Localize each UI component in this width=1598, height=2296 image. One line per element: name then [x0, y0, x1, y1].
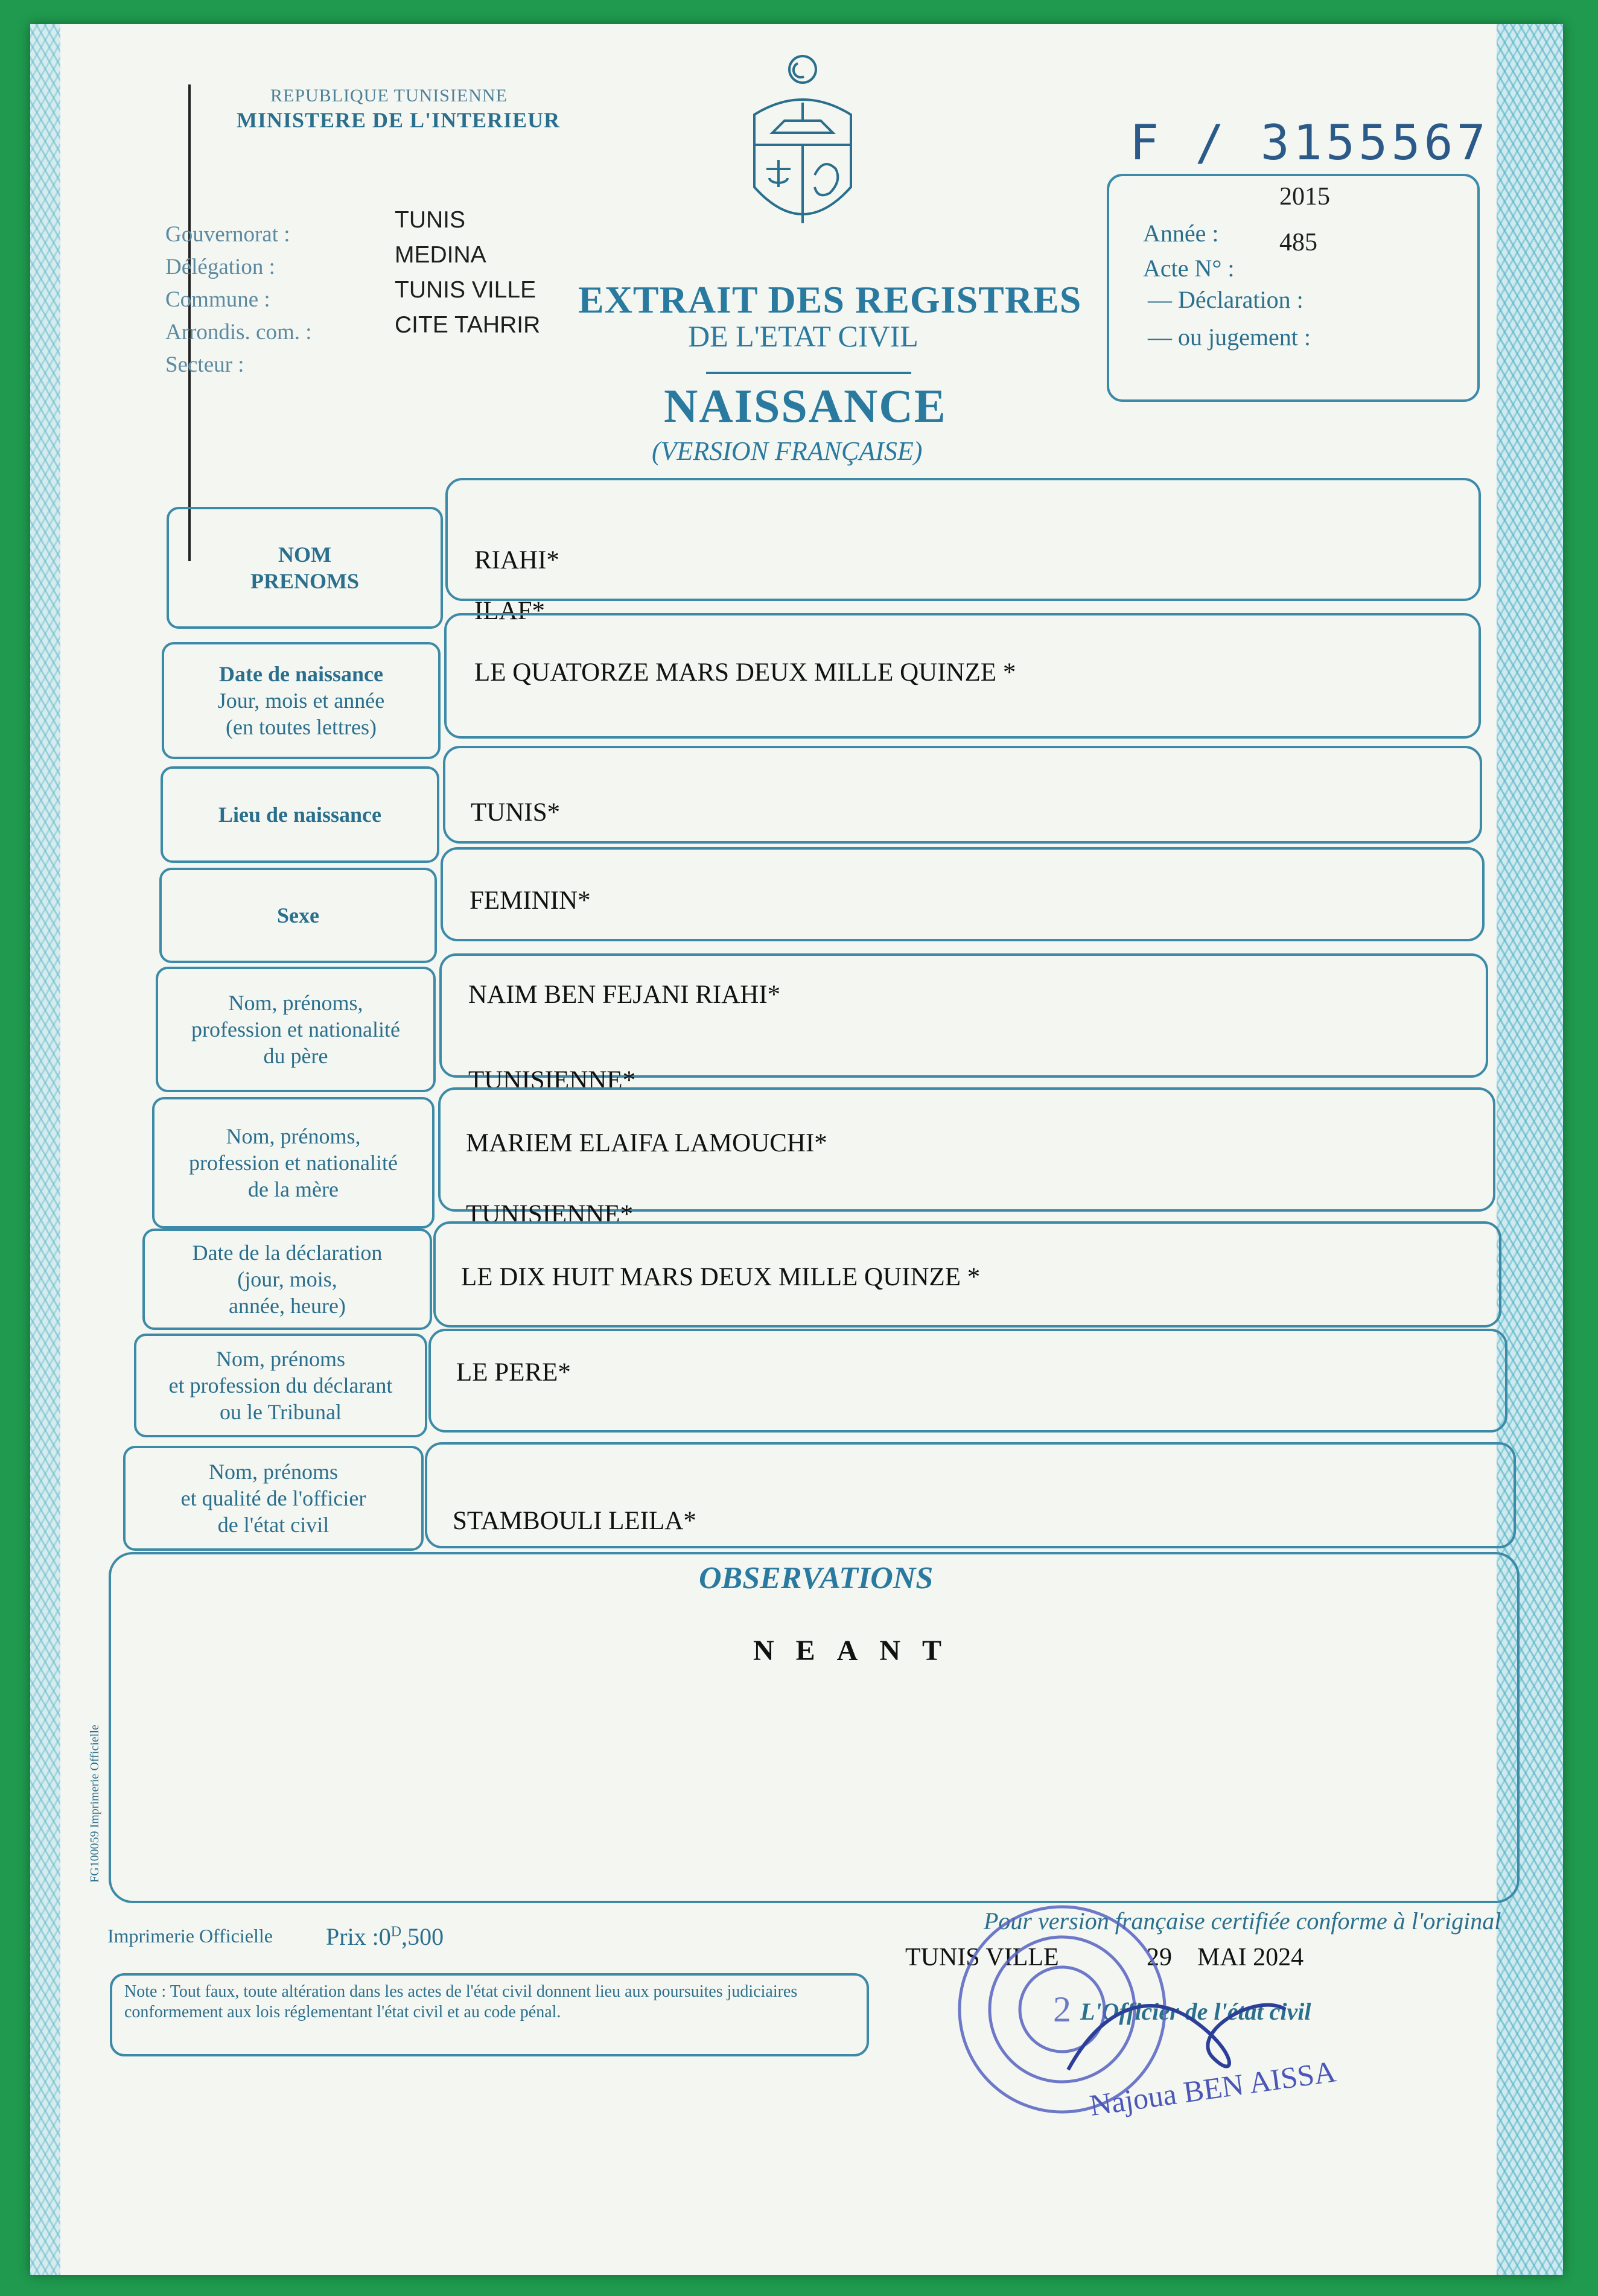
republic-label: REPUBLIQUE TUNISIENNE — [270, 86, 508, 106]
row-officer-label: Nom, prénoms et qualité de l'officier de l'état civil — [123, 1446, 424, 1551]
document-subtitle: DE L'ETAT CIVIL — [688, 319, 918, 353]
value-declaration-date: LE DIX HUIT MARS DEUX MILLE QUINZE * — [461, 1263, 981, 1291]
row-name-label: NOM PRENOMS — [167, 507, 443, 629]
price: Prix $:0^D,500$ — [326, 1923, 444, 1950]
legal-note: Note : Tout faux, toute altération dans les actes de l'état civil donnent lieu aux poursuites judiciaires conformement aux lois réglementant l'état civil et au code pénal. — [110, 1973, 869, 2056]
value-mother-nationality: TUNISIENNE* — [466, 1200, 634, 1229]
value-officer: STAMBOULI LEILA* — [453, 1507, 696, 1535]
acte-number-label: Acte N° : — [1143, 255, 1235, 282]
acte-year: 2015 — [1279, 183, 1330, 211]
birth-certificate — [30, 24, 1563, 2275]
declaration-label: — Déclaration : — [1148, 286, 1304, 313]
row-sex-value-box — [441, 847, 1485, 941]
row-birthdate-label: Date de naissance Jour, mois et année (en toutes lettres) — [162, 642, 441, 759]
value-declarant: LE PERE* — [456, 1358, 571, 1387]
version-label: (VERSION FRANÇAISE) — [652, 436, 923, 466]
officer-title: L'Officier de l'état civil — [1080, 1998, 1311, 2025]
value-surname: RIAHI* — [474, 546, 559, 574]
row-birthplace-value-box — [443, 746, 1482, 844]
title-divider — [706, 372, 911, 374]
admin-values — [395, 203, 540, 343]
row-mother-label: Nom, prénoms, profession et nationalité de la mère — [152, 1097, 435, 1229]
certificate-type: NAISSANCE — [664, 380, 947, 432]
value-birthdate: LE QUATORZE MARS DEUX MILLE QUINZE * — [474, 658, 1016, 687]
svg-text:2: 2 — [1053, 1989, 1071, 2029]
value-father-name: NAIM BEN FEJANI RIAHI* — [468, 981, 781, 1009]
row-name-value-box — [445, 478, 1481, 601]
officer-signature-name: Najoua BEN AISSA — [1087, 2054, 1338, 2123]
label-gouvernorat: Gouvernorat : — [165, 222, 290, 247]
observations-box — [109, 1552, 1520, 1903]
value-father-nationality: TUNISIENNE* — [468, 1066, 636, 1095]
value-mother-name: MARIEM ELAIFA LAMOUCHI* — [466, 1129, 827, 1157]
coat-of-arms-icon — [742, 48, 863, 241]
row-father-label: Nom, prénoms, profession et nationalité du père — [156, 967, 436, 1092]
ministry-label: MINISTERE DE L'INTERIEUR — [237, 108, 561, 132]
value-birthplace: TUNIS* — [471, 798, 561, 827]
row-declarant-value-box — [428, 1329, 1507, 1433]
acte-year-label: Année : — [1143, 220, 1219, 247]
printer-code: FG100059 Imprimerie Officielle — [88, 1725, 101, 1883]
label-arrondissement: Arrondis. com. : — [165, 320, 312, 345]
issue-date: 29 MAI 2024 — [1147, 1944, 1304, 1971]
row-declarant-label: Nom, prénoms et profession du déclarant ou le Tribunal — [134, 1334, 427, 1437]
value-first-name: ILAF* — [474, 597, 546, 625]
admin-labels — [165, 218, 312, 381]
value-sex: FEMININ* — [470, 886, 591, 915]
decorative-border-left — [30, 24, 60, 2275]
row-father-value-box — [439, 953, 1488, 1078]
value-gouvernorat: TUNIS — [395, 207, 465, 233]
document-title: EXTRAIT DES REGISTRES — [578, 278, 1082, 321]
label-secteur: Secteur : — [165, 352, 244, 377]
label-delegation: Délégation : — [165, 255, 275, 279]
row-sex-label: Sexe — [159, 868, 437, 963]
certification-text: Pour version française certifiée conforme à l'original — [984, 1907, 1501, 1935]
value-delegation: MEDINA — [395, 242, 486, 268]
serial-number: F / 3155567 — [1130, 115, 1489, 171]
jugement-label: — ou jugement : — [1148, 323, 1311, 351]
value-arrondissement: CITE TAHRIR — [395, 312, 541, 338]
printer-label: Imprimerie Officielle — [107, 1925, 273, 1947]
acte-number: 485 — [1279, 229, 1317, 256]
row-birthplace-label: Lieu de naissance — [161, 766, 439, 863]
observations-title: OBSERVATIONS — [699, 1561, 934, 1595]
row-declaration-date-label: Date de la déclaration (jour, mois, année, heure) — [142, 1229, 432, 1330]
value-commune: TUNIS VILLE — [395, 277, 536, 303]
observations-content: NEANT — [753, 1635, 964, 1667]
issue-place: TUNIS VILLE — [905, 1944, 1059, 1971]
decorative-border-right — [1497, 24, 1563, 2275]
label-commune: Commune : — [165, 287, 270, 312]
